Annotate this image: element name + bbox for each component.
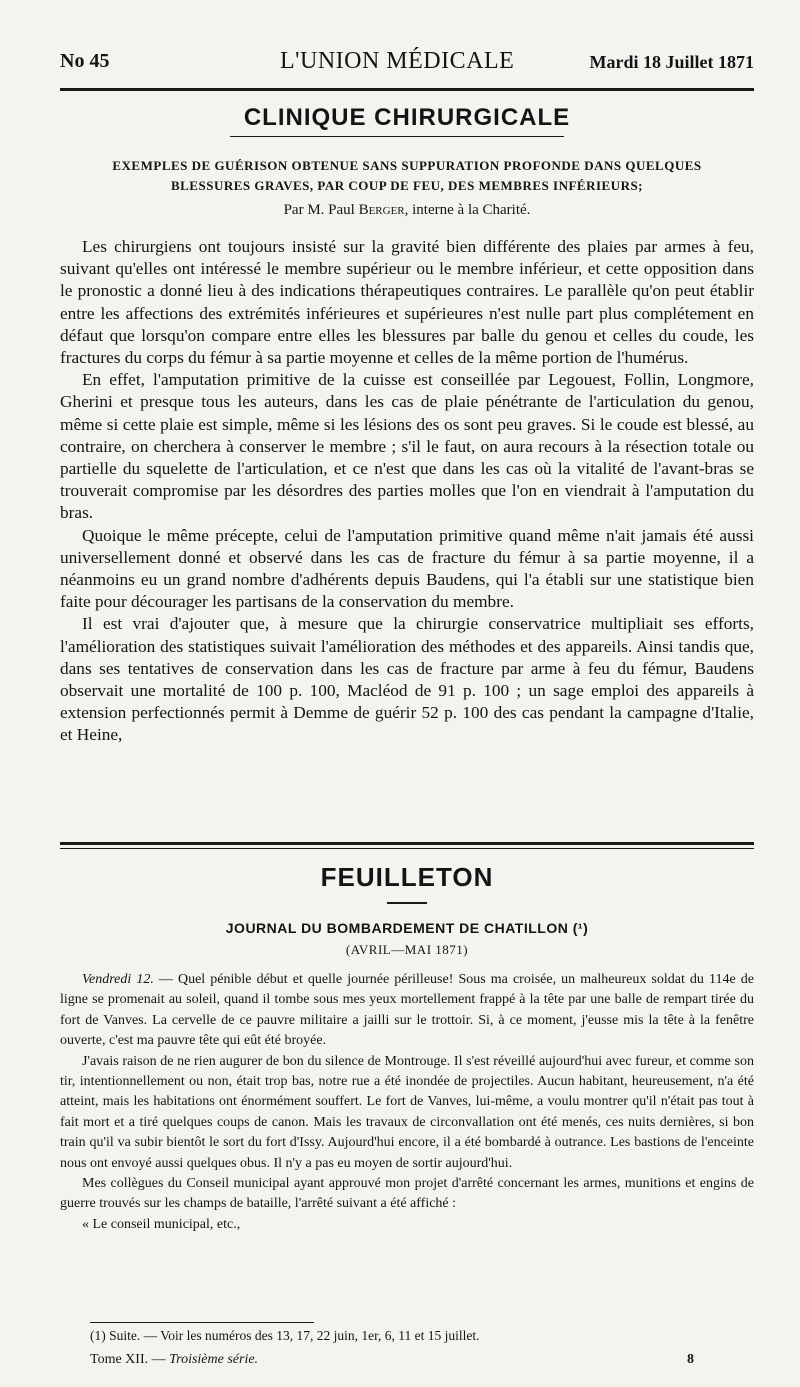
masthead	[60, 50, 754, 80]
article-paragraph: Les chirurgiens ont toujours insisté sur la gravité bien différente des plaies par armes à feu, suivant qu'elles ont intéressé le membre supérieur ou le membre inférieur, et cette opposition dans le pronostic a donné lieu à des indications thérapeutiques contraires. Le parallèle qu'on peut établir entre les affections des extrémités inférieures et supérieures n'est nulle part plus complétement en défaut que lorsqu'on compare entre elles les blessures par balle du genou et celles du coude, les fractures du corps du fémur à sa partie moyenne et celles de la même portion de l'humérus.	[60, 237, 754, 368]
feuilleton-title: JOURNAL DU BOMBARDEMENT DE CHATILLON (¹)	[225, 920, 589, 936]
article-byline: Par M. Paul Berger, interne à la Charité.	[283, 202, 531, 218]
footnote: (1) Suite. — Voir les numéros des 13, 17, 22 juin, 1er, 6, 11 et 15 juillet.	[90, 1328, 480, 1343]
section-title-feuilleton: FEUILLETON	[320, 862, 494, 892]
volume-label: Tome XII. —	[90, 1352, 170, 1367]
article-body	[60, 236, 754, 747]
signature-mark: 8	[687, 1352, 694, 1367]
issue-number: No 45	[60, 50, 110, 72]
page-footer	[90, 1352, 754, 1368]
series-label: Troisième série.	[169, 1352, 259, 1367]
entry-date: Vendredi 12.	[82, 972, 154, 987]
issue-date: Mardi 18 Juillet 1871	[589, 52, 754, 72]
section-title-clinique: CLINIQUE CHIRURGICALE	[243, 104, 571, 131]
title-dash	[387, 902, 427, 904]
feuilleton-paragraph: Vendredi 12. — Quel pénible début et quelle journée périlleuse! Sous ma croisée, un malheureux soldat du 114e de ligne se promenait au soleil, quand il tombe sous mes yeux mortellement frappé à la tête par une balle de rempart tirée du fort de Vanves. La cervelle de ce pauvre militaire a jailli sur le trottoir. Si, à ce moment, j'eusse mis la tête à la fenêtre ouverte, c'est ma pauvre tête qui eût été broyée.	[60, 972, 754, 1049]
feuilleton-paragraph: « Le conseil municipal, etc.,	[82, 1216, 241, 1232]
footnote-rule	[90, 1322, 314, 1323]
feuilleton-paragraph: J'avais raison de ne rien augurer de bon du silence de Montrouge. Il s'est réveillé aujourd'hui avec fureur, et comme son tir, intentionnellement ou non, était trop bas, notre rue a été inondée de projectiles. Aucun habitant, heureusement, n'a été atteint, mais les habitations ont énormément souffert. Le fort de Vanves, lui-même, a voulu montrer qu'il n'était pas tout à fait mort et a tiré quelques coups de canon. Mais les travaux de circonvallation ont été menés, ces nuits dernières, si bon train qu'il va subir bientôt le sort du fort d'Issy. Aujourd'hui encore, il a été bombardé à outrance. Les bastions de l'enceinte nous ont envoyé aussi quelques obus. Il n'y a pas eu moyen de sortir aujourd'hui.	[60, 1053, 754, 1171]
feuilleton-rule-top	[60, 842, 754, 845]
masthead-rule	[60, 88, 754, 91]
feuilleton-body	[60, 970, 754, 1235]
feuilleton-paragraph: Mes collègues du Conseil municipal ayant approuvé mon projet d'arrêté concernant les armes, munitions et engins de guerre trouvés sur les champs de bataille, l'arrêté suivant a été affiché :	[60, 1176, 754, 1212]
feuilleton-rule-top-thin	[60, 848, 754, 849]
feuilleton-dates: (AVRIL—MAI 1871)	[345, 942, 469, 957]
article-paragraph: Quoique le même précepte, celui de l'amputation primitive quand même n'ait jamais été aussi universellement donné et observé dans les cas de fracture du fémur à sa partie moyenne, il a néanmoins eu un grand nombre d'adhérents depuis Baudens, qui l'a établi sur une statistique bien faite pour décourager les partisans de la conservation du membre.	[60, 525, 754, 612]
article-paragraph: Il est vrai d'ajouter que, à mesure que la chirurgie conservatrice multipliait ses efforts, l'amélioration des statistiques suivait l'amélioration des méthodes et des appareils. Ainsi tandis que, dans ses tentatives de conservation dans les cas de fracture par arme à feu du fémur, Baudens observait une mortalité de 100 p. 100, Macléod de 91 p. 100 ; un sage emploi des appareils à extension perfectionnés permit à Demme de guérir 52 p. 100 des cas pendant la campagne d'Italie, et Heine,	[60, 614, 754, 745]
article-paragraph: En effet, l'amputation primitive de la cuisse est conseillée par Legouest, Follin, Longmore, Gherini et presque tous les auteurs, dans les cas de plaie pénétrante de l'articulation du genou, même si cette plaie est simple, même si les lésions des os sont peu graves. Si le coude est blessé, au contraire, on cherchera à conserver le membre ; s'il le faut, on aura recours à la résection totale ou partielle du squelette de l'articulation, et ce n'est que dans les cas où la vitalité de l'avant-bras se trouverait compromise par les désordres des parties molles que l'on en viendrait à l'amputation du bras.	[60, 370, 754, 523]
section-underline	[230, 136, 564, 137]
article-subtitle-line1: EXEMPLES DE GUÉRISON OBTENUE SANS SUPPURATION PROFONDE DANS QUELQUES	[112, 158, 702, 173]
journal-title: L'UNION MÉDICALE	[280, 48, 515, 74]
article-subtitle-line2: BLESSURES GRAVES, PAR COUP DE FEU, DES MEMBRES INFÉRIEURS;	[170, 178, 644, 193]
author-name: Berger	[358, 202, 405, 218]
newspaper-page	[60, 0, 754, 1387]
